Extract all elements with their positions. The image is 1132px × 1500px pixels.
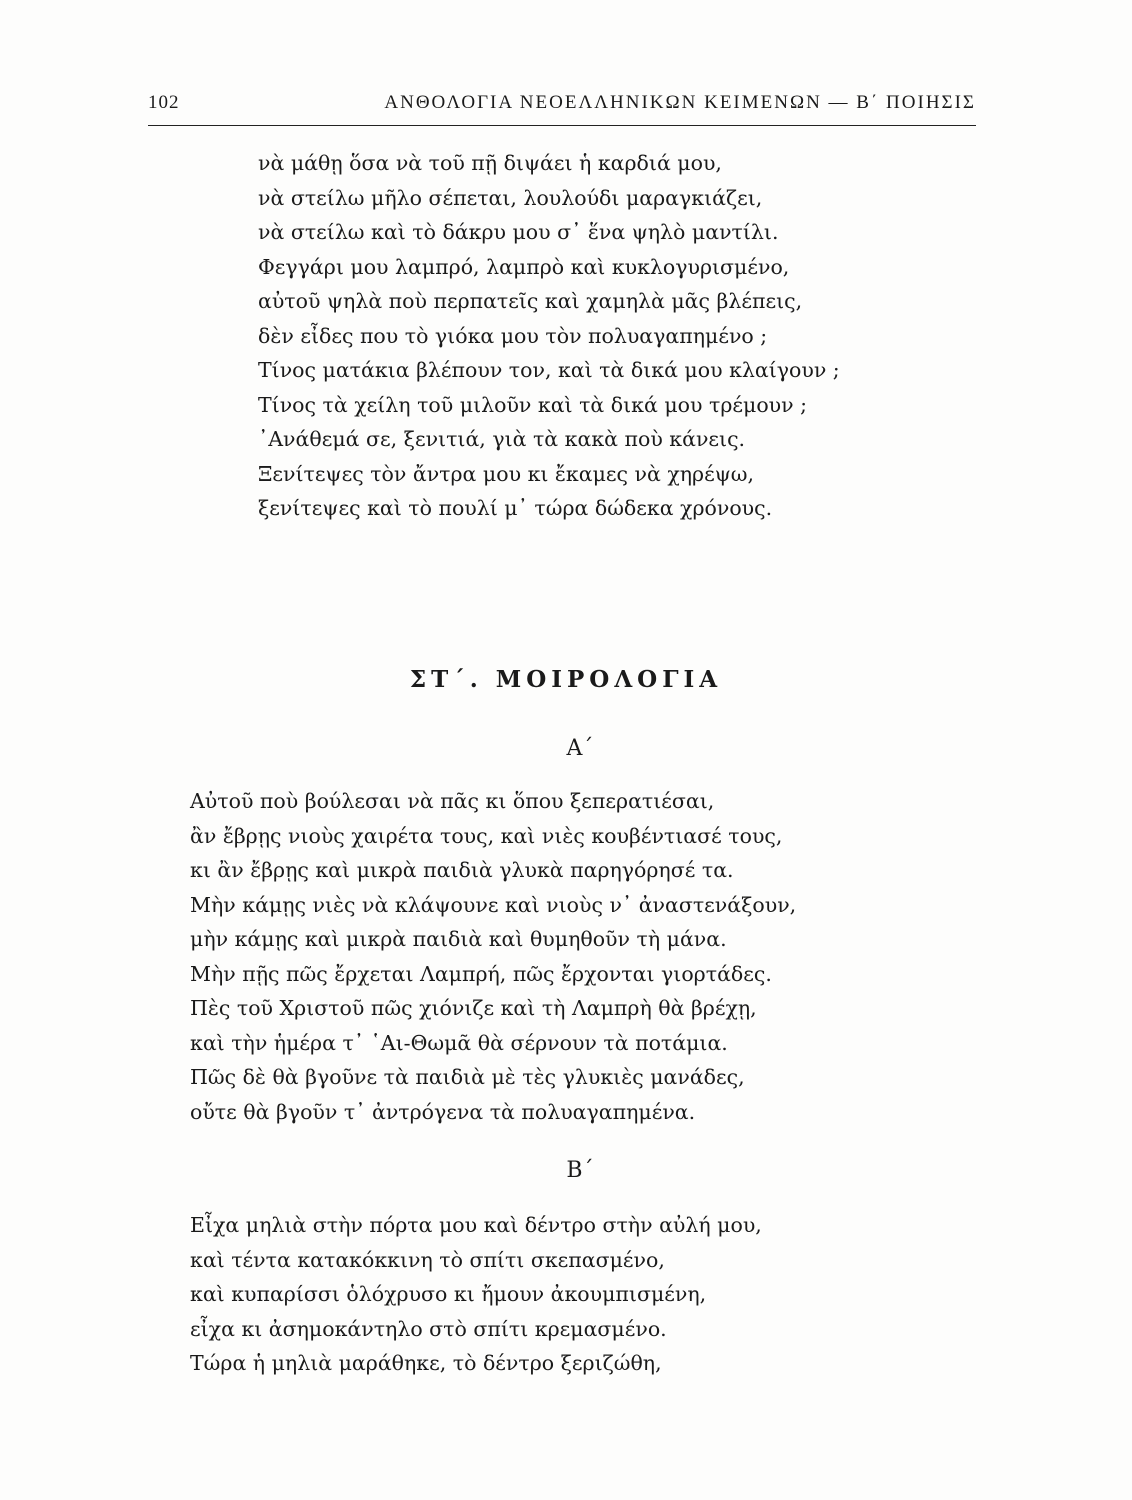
verse-line: οὔτε θὰ βγοῦν τ᾽ ἀντρόγενα τὰ πολυαγαπημένα. bbox=[190, 1099, 696, 1124]
poem-a bbox=[190, 784, 796, 1129]
poem-b bbox=[190, 1208, 762, 1381]
continued-poem-stanza bbox=[258, 146, 840, 526]
verse-line: Τίνος τὰ χείλη τοῦ μιλοῦν καὶ τὰ δικά μου τρέμουν ; bbox=[258, 392, 808, 417]
verse-line: μὴν κάμῃς καὶ μικρὰ παιδιὰ καὶ θυμηθοῦν τὴ μάνα. bbox=[190, 927, 727, 951]
verse-line: Μὴν κάμῃς νιὲς νὰ κλάψουνε καὶ νιοὺς ν᾽ ἀναστενάξουν, bbox=[190, 892, 797, 917]
verse-line: Εἶχα μηλιὰ στὴν πόρτα μου καὶ δέντρο στὴν αὐλή μου, bbox=[190, 1213, 762, 1237]
verse-line: ᾽Ανάθεμά σε, ξενιτιά, γιὰ τὰ κακὰ ποὺ κάνεις. bbox=[258, 427, 746, 451]
page-number: 102 bbox=[148, 92, 180, 113]
verse-line: νὰ στείλω καὶ τὸ δάκρυ μου σ᾽ ἕνα ψηλὸ μαντίλι. bbox=[258, 220, 779, 244]
verse-line: Αὐτοῦ ποὺ βούλεσαι νὰ πᾶς κι ὅπου ξεπερατιέσαι, bbox=[190, 789, 715, 813]
verse-line: δὲν εἶδες που τὸ γιόκα μου τὸν πολυαγαπημένο ; bbox=[258, 323, 768, 348]
verse-line: Τώρα ἡ μηλιὰ μαράθηκε, τὸ δέντρο ξεριζώθη, bbox=[190, 1351, 662, 1375]
running-title: ΑΝΘΟΛΟΓΙΑ ΝΕΟΕΛΛΗΝΙΚΩΝ ΚΕΙΜΕΝΩΝ — Β΄ ΠΟΙΗΣΙΣ bbox=[384, 92, 976, 113]
verse-line: Μὴν πῇς πῶς ἔρχεται Λαμπρή, πῶς ἔρχονται γιορτάδες. bbox=[190, 961, 772, 986]
verse-line: Ξενίτεψες τὸν ἄντρα μου κι ἔκαμες νὰ χηρέψω, bbox=[258, 461, 755, 486]
verse-line: ξενίτεψες καὶ τὸ πουλί μ᾽ τώρα δώδεκα χρόνους. bbox=[258, 496, 773, 520]
verse-line: Πὲς τοῦ Χριστοῦ πῶς χιόνιζε καὶ τὴ Λαμπρὴ θὰ βρέχῃ, bbox=[190, 996, 757, 1020]
verse-line: ἂν ἔβρῃς νιοὺς χαιρέτα τους, καὶ νιὲς κουβέντιασέ τους, bbox=[190, 823, 783, 848]
poem-a-label: Α΄ bbox=[566, 736, 594, 761]
verse-line: νὰ στείλω μῆλο σέπεται, λουλούδι μαραγκιάζει, bbox=[258, 185, 763, 210]
verse-line: αὐτοῦ ψηλὰ ποὺ περπατεῖς καὶ χαμηλὰ μᾶς βλέπεις, bbox=[258, 289, 803, 313]
verse-line: καὶ κυπαρίσσι ὁλόχρυσο κι ἤμουν ἀκουμπισμένη, bbox=[190, 1282, 707, 1306]
verse-line: Πῶς δὲ θὰ βγοῦνε τὰ παιδιὰ μὲ τὲς γλυκιὲς μανάδες, bbox=[190, 1065, 745, 1089]
page-header bbox=[148, 92, 976, 126]
verse-line: εἶχα κι ἀσημοκάντηλο στὸ σπίτι κρεμασμένο. bbox=[190, 1316, 667, 1341]
verse-line: κι ἂν ἔβρῃς καὶ μικρὰ παιδιὰ γλυκὰ παρηγόρησέ τα. bbox=[190, 858, 734, 882]
section-title: ΣΤ΄. ΜΟΙΡΟΛΟΓΙΑ bbox=[409, 666, 723, 693]
verse-line: Φεγγάρι μου λαμπρό, λαμπρὸ καὶ κυκλογυρισμένο, bbox=[258, 254, 790, 279]
verse-line: Τίνος ματάκια βλέπουν τον, καὶ τὰ δικά μου κλαίγουν ; bbox=[258, 358, 840, 382]
verse-line: νὰ μάθῃ ὅσα νὰ τοῦ πῇ διψάει ἡ καρδιά μου, bbox=[258, 151, 722, 175]
verse-line: καὶ τέντα κατακόκκινη τὸ σπίτι σκεπασμένο, bbox=[190, 1247, 665, 1272]
verse-line: καὶ τὴν ἡμέρα τ᾽ ῾Αι-Θωμᾶ θὰ σέρνουν τὰ ποτάμια. bbox=[190, 1030, 728, 1055]
poem-b-label: Β΄ bbox=[566, 1158, 594, 1183]
header-rule bbox=[148, 125, 976, 126]
